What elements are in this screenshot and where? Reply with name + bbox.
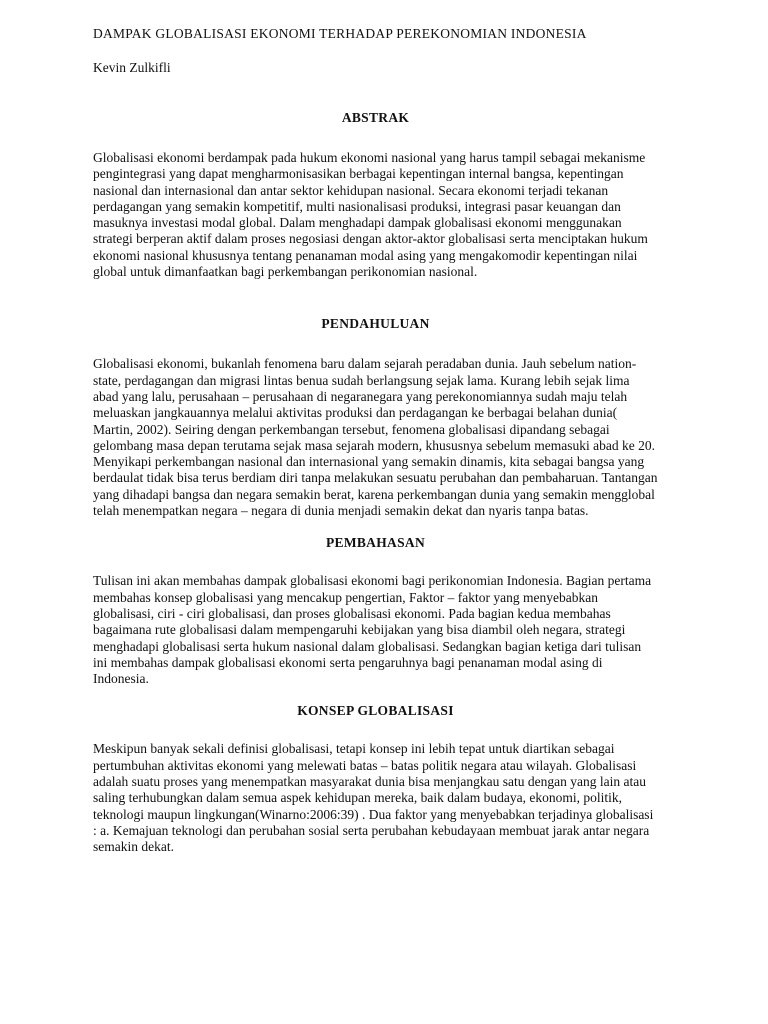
- author-name: Kevin Zulkifli: [93, 60, 171, 75]
- section-heading-konsep-globalisasi: KONSEP GLOBALISASI: [297, 703, 454, 719]
- section-heading-pendahuluan: PENDAHULUAN: [321, 316, 430, 332]
- section-heading-pembahasan: PEMBAHASAN: [325, 535, 425, 551]
- abstrak-paragraph: Globalisasi ekonomi berdampak pada hukum ekonomi nasional yang harus tampil sebagai mekanisme pengintegrasi yang dapat mengharmonisasikan berbagai kepentingan internal bangsa, kepentingan nasional dan internasional dan antar sektor kehidupan nasional. Secara ekonomi terjadi tekanan perdagangan yang semakin kompetitif, multi nasionalisasi produksi, integrasi pasar keuangan dan masuknya investasi modal global. Dalam menghadapi dampak globalisasi ekonomi menggunakan strategi berperan aktif dalam proses negosiasi dengan aktor-aktor globalisasi serta menciptakan hukum ekonomi nasional khususnya tentang penanaman modal asing yang mengakomodir kepentingan nilai global untuk dimanfaatkan bagi perkembangan perikonomian nasional.: [93, 150, 648, 280]
- konsep-globalisasi-paragraph: Meskipun banyak sekali definisi globalisasi, tetapi konsep ini lebih tepat untuk diartikan sebagai pertumbuhan aktivitas ekonomi yang melewati batas – batas politik negara atau wilayah. Globalisasi adalah suatu proses yang menempatkan masyarakat dunia bisa menjangkau satu dengan yang lain atau saling terhubungkan dalam semua aspek kehidupan mereka, baik dalam budaya, ekonomi, politik, teknologi maupun lingkungan(Winarno:2006:39) . Dua faktor yang menyebabkan terjadinya globalisasi : a. Kemajuan teknologi dan perubahan sosial serta perubahan kebudayaan membuat jarak antar negara semakin dekat.: [93, 741, 654, 855]
- section-heading-abstrak: ABSTRAK: [341, 110, 410, 125]
- pendahuluan-paragraph: Globalisasi ekonomi, bukanlah fenomena baru dalam sejarah peradaban dunia. Jauh sebelum nation-state, perdagangan dan migrasi lintas benua sudah berlangsung sejak lama. Kurang lebih sejak lima abad yang lalu, perusahaan – perusahaan di negaranegara yang perekonomiannya sudah maju telah meluaskan jangkauannya melalui aktivitas produksi dan perdagangan ke berbagai belahan dunia( Martin, 2002). Seiring dengan perkembangan tersebut, fenomena globalisasi dipandang sebagai gelombang masa depan terutama sejak masa sejarah modern, khususnya sebelum memasuki abad ke 20. Menyikapi perkembangan nasional dan internasional yang semakin dinamis, kita sebagai bangsa yang berdaulat tidak bisa terus berdiam diri tanpa melakukan sesuatu perubahan dan pembaharuan. Tantangan yang dihadapi bangsa dan negara semakin berat, karena perkembangan dunia yang semakin mengglobal telah menempatkan negara – negara di dunia menjadi semakin dekat dan nyaris tanpa batas.: [93, 356, 658, 519]
- pembahasan-paragraph: Tulisan ini akan membahas dampak globalisasi ekonomi bagi perikonomian Indonesia. Bagian pertama membahas konsep globalisasi yang mencakup pengertian, Faktor – faktor yang menyebabkan globalisasi, ciri - ciri globalisasi, dan proses globalisasi ekonomi. Pada bagian kedua membahas bagaimana rute globalisasi dalam mempengaruhi kebijakan yang bisa diambil oleh negara, strategi menghadapi globalisasi serta hukum nasional dalam globalisasi. Sedangkan bagian ketiga dari tulisan ini membahas dampak globalisasi ekonomi serta pengaruhnya bagi penanaman modal asing di Indonesia.: [93, 573, 652, 687]
- document-title: DAMPAK GLOBALISASI EKONOMI TERHADAP PEREKONOMIAN INDONESIA: [93, 26, 587, 41]
